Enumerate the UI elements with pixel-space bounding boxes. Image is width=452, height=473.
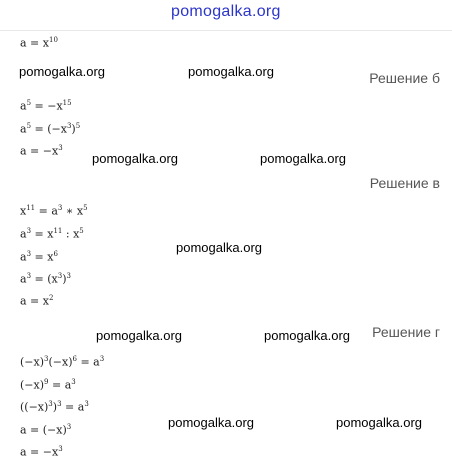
- site-header: [0, 0, 452, 31]
- section-g-line-1: $(-x)^3(-x)^6 = a^3$: [20, 355, 105, 369]
- section-g-line-2: $(-x)^9 = a^3$: [20, 378, 76, 392]
- watermark-text: pomogalka.org: [188, 64, 274, 79]
- watermark-text: pomogalka.org: [96, 328, 182, 343]
- section-b-line-1: $a^5 = -x^{15}$: [20, 99, 72, 113]
- watermark-text: pomogalka.org: [260, 151, 346, 166]
- watermark-text: pomogalka.org: [92, 151, 178, 166]
- section-v-line-5: $a = x^2$: [20, 294, 54, 308]
- watermark-text: pomogalka.org: [176, 240, 262, 255]
- section-b-line-3: $a = -x^3$: [20, 144, 63, 158]
- section-g-heading: Решение г: [372, 324, 440, 340]
- watermark-text: pomogalka.org: [336, 415, 422, 430]
- watermark-text: pomogalka.org: [19, 64, 105, 79]
- section-g-line-4: $a = (-x)^3$: [20, 423, 72, 437]
- section-v-line-4: $a^3 = (x^3)^3$: [20, 272, 71, 286]
- section-g-line-3: $((-x)^3)^3 = a^3$: [20, 400, 89, 414]
- section-v-line-2: $a^3 = x^{11}$ : $x^5$: [20, 227, 84, 241]
- section-v-line-3: $a^3 = x^6$: [20, 250, 58, 264]
- section-b-heading: Решение б: [369, 70, 440, 86]
- watermark-text: pomogalka.org: [264, 328, 350, 343]
- section-g-line-5: $a = -x^3$: [20, 445, 63, 459]
- watermark-text: pomogalka.org: [168, 415, 254, 430]
- section-b-line-2: $a^5 = (-x^3)^5$: [20, 122, 81, 136]
- site-logo-link[interactable]: pomogalka.org: [171, 3, 281, 20]
- section-v-heading: Решение в: [369, 175, 440, 191]
- intro-equation: $a = x^{10}$: [20, 36, 58, 50]
- section-v-line-1: $x^{11} = a^3$ ∗ $x^5$: [20, 204, 88, 218]
